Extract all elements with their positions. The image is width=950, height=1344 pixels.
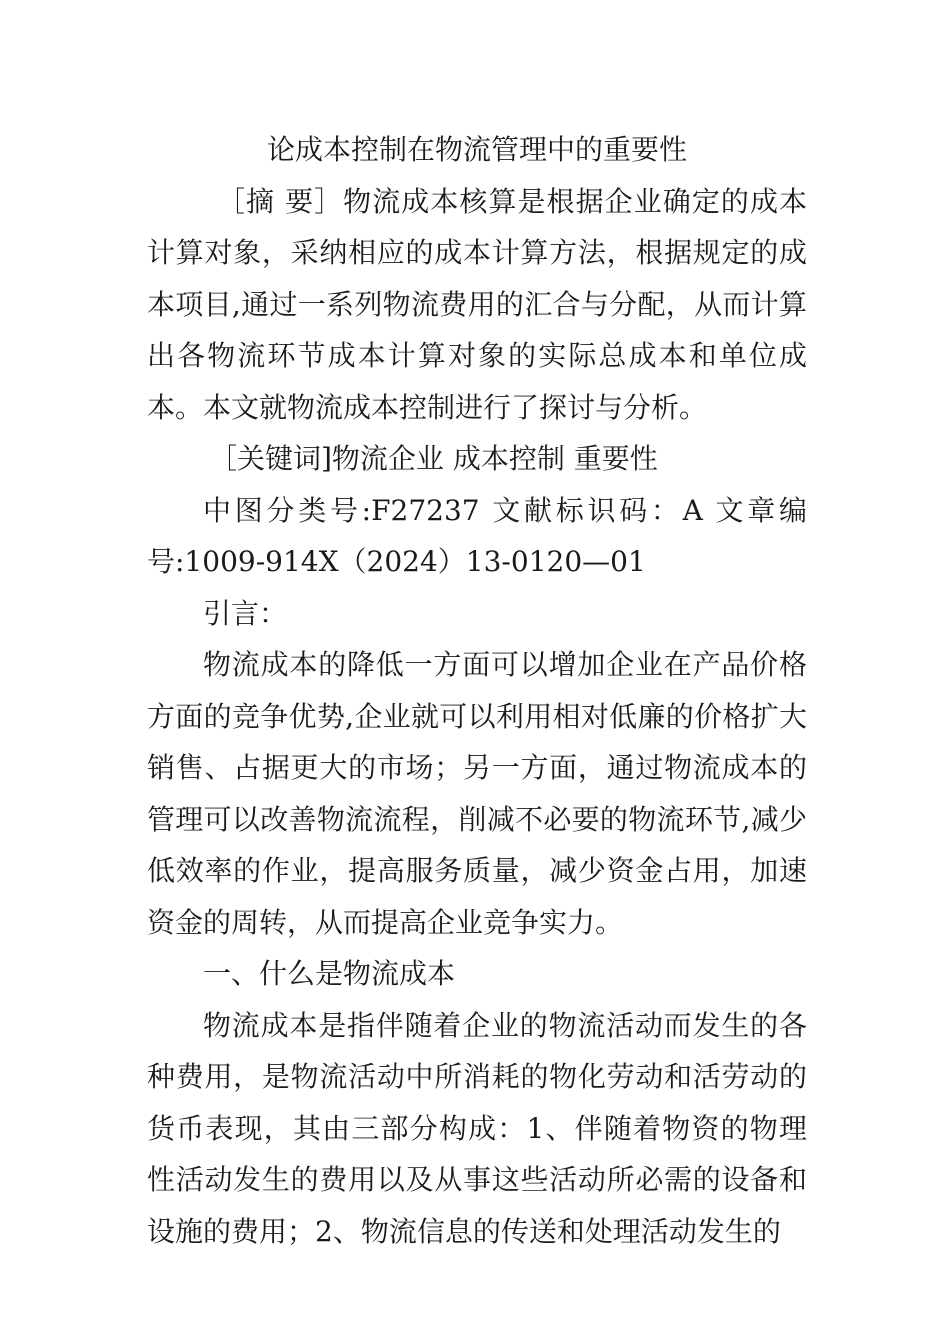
keywords-line: ［关键词]物流企业 成本控制 重要性 xyxy=(209,442,658,475)
intro-paragraph: 物流成本的降低一方面可以增加企业在产品价格方面的竞争优势,企业就可以利用相对低廉的价格扩大销售、占据更大的市场；另一方面，通过物流成本的管理可以改善物流流程，削减不必要的物流环节,减少低效率的作业，提高服务质量，减少资金占用，加速资金的周转，从而提高企业竞争实力。 xyxy=(147,648,807,939)
intro-heading: 引言： xyxy=(203,596,288,630)
abstract-paragraph: ［摘 要］物流成本核算是根据企业确定的成本计算对象，采纳相应的成本计算方法，根据规定的成本项目,通过一系列物流费用的汇合与分配，从而计算出各物流环节成本计算对象的实际总成本和单位成本。本文就物流成本控制进行了探讨与分析。 xyxy=(147,184,807,424)
section-1-heading: 一、什么是物流成本 xyxy=(203,957,456,990)
section-1-paragraph: 物流成本是指伴随着企业的物流活动而发生的各种费用，是物流活动中所消耗的物化劳动和活劳动的货币表现，其由三部分构成：1、伴随着物资的物理性活动发生的费用以及从事这些活动所必需的设备和设施的费用；2、物流信息的传送和处理活动发生的 xyxy=(147,1008,807,1248)
document-title: 论成本控制在物流管理中的重要性 xyxy=(266,133,687,166)
classification-line: 中图分类号:F27237 文献标识码：A 文章编号:1009-914X（2024）13-0120—01 xyxy=(147,493,807,578)
document-body xyxy=(147,124,807,1257)
